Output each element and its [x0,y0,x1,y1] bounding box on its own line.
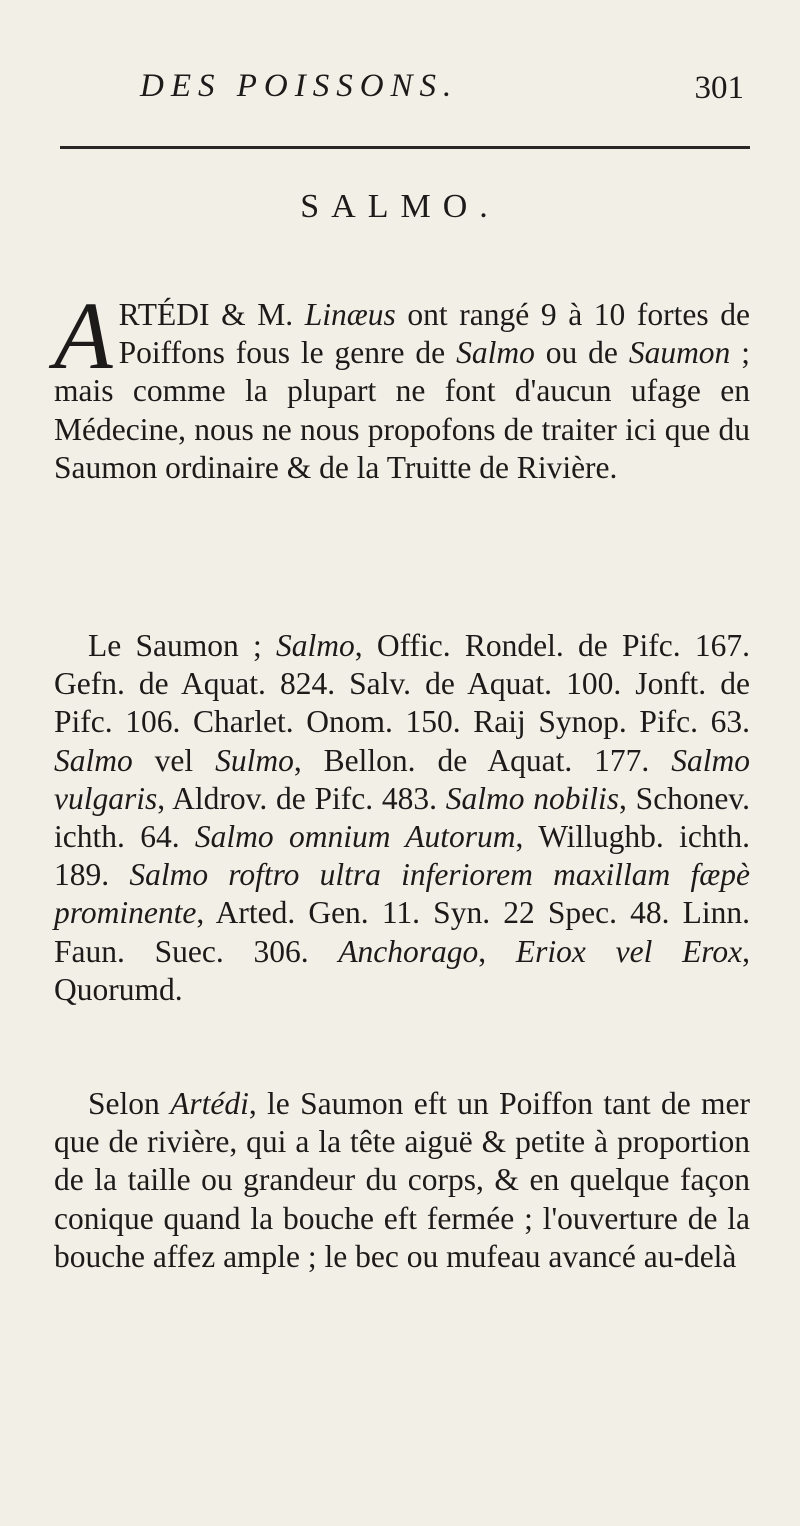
text-span: , Schonev. ichth. 64. [54,780,750,855]
page-number: 301 [694,70,744,106]
text-span: ou de [534,335,629,371]
text-span: ; mais comme la plupart ne font d'aucun ufage en Médecine, nous ne nous propofons de traiter ici que du Saumon ordinaire & de la Truitte de Rivière. [54,335,750,485]
italic-span: Sulmo [215,742,294,778]
text-span: , Quorumd. [54,933,751,1007]
italic-span: Anchorago [338,933,479,969]
italic-span: Salmo omnium Autorum [194,819,516,855]
text-span: , Aldrov. de Pifc. 483. [157,780,446,816]
text-span: , [478,933,516,969]
paragraph-1 [54,282,750,487]
text-span: , Bellon. de Aquat. 177. [293,742,672,778]
text-span: , Willughb. ichth. 189. [54,819,750,893]
italic-span: Salmo vulgaris [54,742,750,816]
text-span: Le Saumon ; [88,628,276,663]
italic-span: Artédi [170,1086,249,1121]
text-span: , Arted. Gen. 11. Syn. 22 Spec. 48. Linn. Faun. Suec. 306. [54,895,750,969]
text-span: RTÉDI & M. [118,297,305,332]
italic-span: Salmo [54,742,133,778]
italic-span: Salmo [456,335,535,371]
text-span: vel [132,742,216,778]
section-title: SALMO. [300,188,500,225]
running-title: DES POISSONS. [140,68,459,104]
text-span: ont rangé 9 à 10 fortes de Poiffons fous le genre de [118,297,750,371]
paragraph-2 [54,627,750,1009]
text-span: Selon [88,1086,171,1121]
header-rule [60,146,750,149]
italic-span: Salmo nobilis [445,780,620,816]
italic-span: Linæus [304,297,396,332]
italic-span: Salmo roftro ultra inferiorem maxillam fæpè prominente [54,857,750,931]
italic-span: Saumon [628,335,731,371]
italic-span: Salmo [276,628,355,663]
text-span: , Offic. Rondel. de Pifc. 167. Gefn. de Aquat. 824. Salv. de Aquat. 100. Jonft. de Pifc. 106. Charlet. Onom. 150. Raij Synop. Pifc. 63. [54,628,751,740]
paragraph-3 [54,1085,750,1276]
text-span: , le Saumon eft un Poiffon tant de mer que de rivière, qui a la tête aiguë & petite à proportion de la taille ou grandeur du corps, & en quelque façon conique quand la bouche eft fermée ; l'ouverture de la bouche affez ample ; le bec ou mufeau avancé au-delà [54,1086,750,1274]
drop-cap: A [54,282,113,389]
italic-span: Eriox vel Erox [515,933,743,969]
